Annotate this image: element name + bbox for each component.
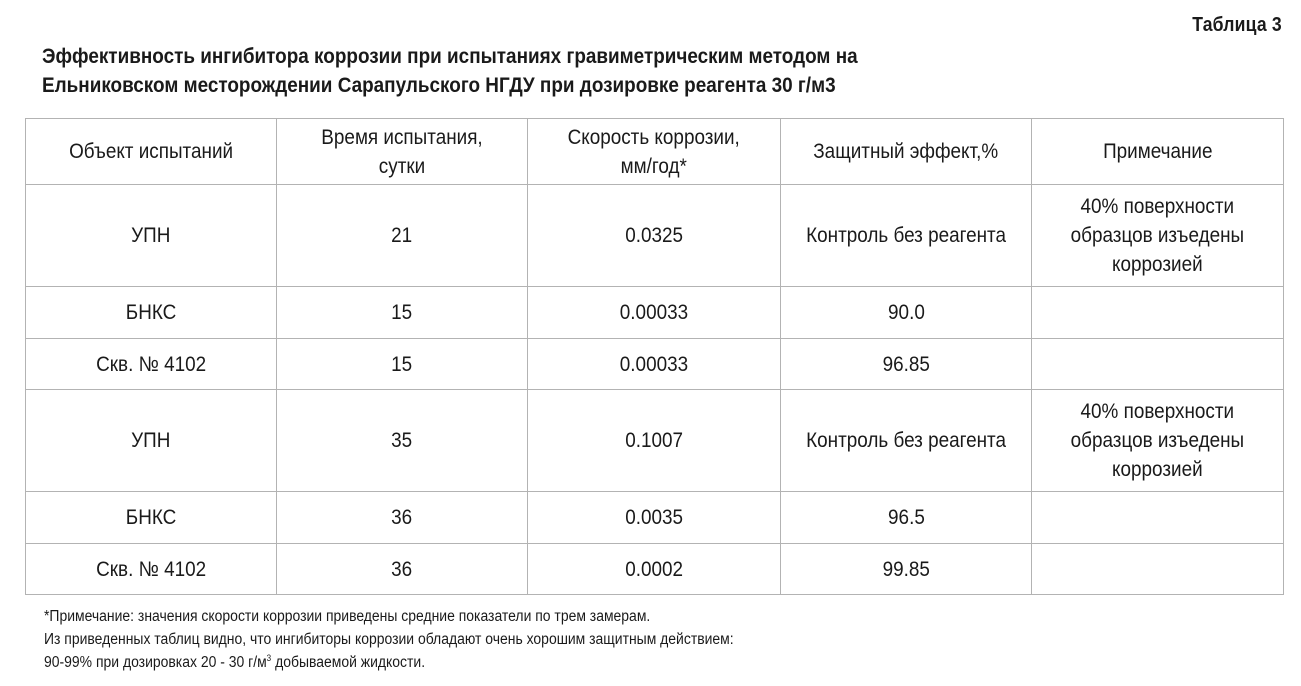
footnote-line-2: Из приведенных таблиц видно, что ингибиторы коррозии обладают очень хорошим защитным действием: [44, 631, 734, 648]
cell-object: БНКС [26, 287, 277, 339]
cell-note [1032, 287, 1284, 339]
cell-note: 40% поверхности образцов изъедены коррозией [1032, 390, 1284, 492]
table-row [26, 185, 1284, 287]
header-object: Объект испытаний [26, 119, 277, 185]
title-line-1: Эффективность ингибитора коррозии при испытаниях гравиметрическим методом на [42, 44, 858, 68]
header-effect: Защитный эффект,% [781, 119, 1032, 185]
title-line-2: Ельниковском месторождении Сарапульского НГДУ при дозировке реагента 30 г/м3 [42, 73, 836, 97]
cell-time: 21 [277, 185, 528, 287]
cell-rate: 0.00033 [528, 287, 781, 339]
corrosion-inhibitor-table [25, 118, 1284, 595]
cell-note [1032, 492, 1284, 544]
cell-time: 15 [277, 287, 528, 339]
cell-effect: Контроль без реагента [781, 185, 1032, 287]
header-rate: Скорость коррозии, мм/год* [528, 119, 781, 185]
cell-object: УПН [26, 390, 277, 492]
cell-time: 15 [277, 339, 528, 390]
table-title [42, 42, 922, 100]
cell-rate: 0.1007 [528, 390, 781, 492]
cell-time: 35 [277, 390, 528, 492]
footnote-line-3: 90-99% при дозировках 20 - 30 $г/м^3$ добываемой жидкости. [44, 652, 426, 671]
cell-effect: 90.0 [781, 287, 1032, 339]
footnote-line-1: *Примечание: значения скорости коррозии приведены средние показатели по трем замерам. [44, 608, 651, 625]
header-note: Примечание [1032, 119, 1284, 185]
superscript-3: 3 [266, 652, 272, 663]
cell-effect: Контроль без реагента [781, 390, 1032, 492]
table-row [26, 287, 1284, 339]
cell-note [1032, 339, 1284, 390]
cell-note: 40% поверхности образцов изъедены коррозией [1032, 185, 1284, 287]
cell-note [1032, 544, 1284, 595]
cell-time: 36 [277, 544, 528, 595]
table-row [26, 390, 1284, 492]
cell-effect: 96.5 [781, 492, 1032, 544]
footnotes [44, 605, 734, 674]
cell-object: БНКС [26, 492, 277, 544]
cell-object: УПН [26, 185, 277, 287]
table-row [26, 544, 1284, 595]
cell-effect: 96.85 [781, 339, 1032, 390]
table-row [26, 339, 1284, 390]
table-header-row [26, 119, 1284, 185]
cell-rate: 0.0035 [528, 492, 781, 544]
cell-rate: 0.00033 [528, 339, 781, 390]
cell-rate: 0.0325 [528, 185, 781, 287]
table-number-label: Таблица 3 [1192, 14, 1282, 36]
cell-effect: 99.85 [781, 544, 1032, 595]
cell-rate: 0.0002 [528, 544, 781, 595]
header-time: Время испытания, сутки [277, 119, 528, 185]
table-row [26, 492, 1284, 544]
cell-object: Скв. № 4102 [26, 339, 277, 390]
cell-time: 36 [277, 492, 528, 544]
cell-object: Скв. № 4102 [26, 544, 277, 595]
